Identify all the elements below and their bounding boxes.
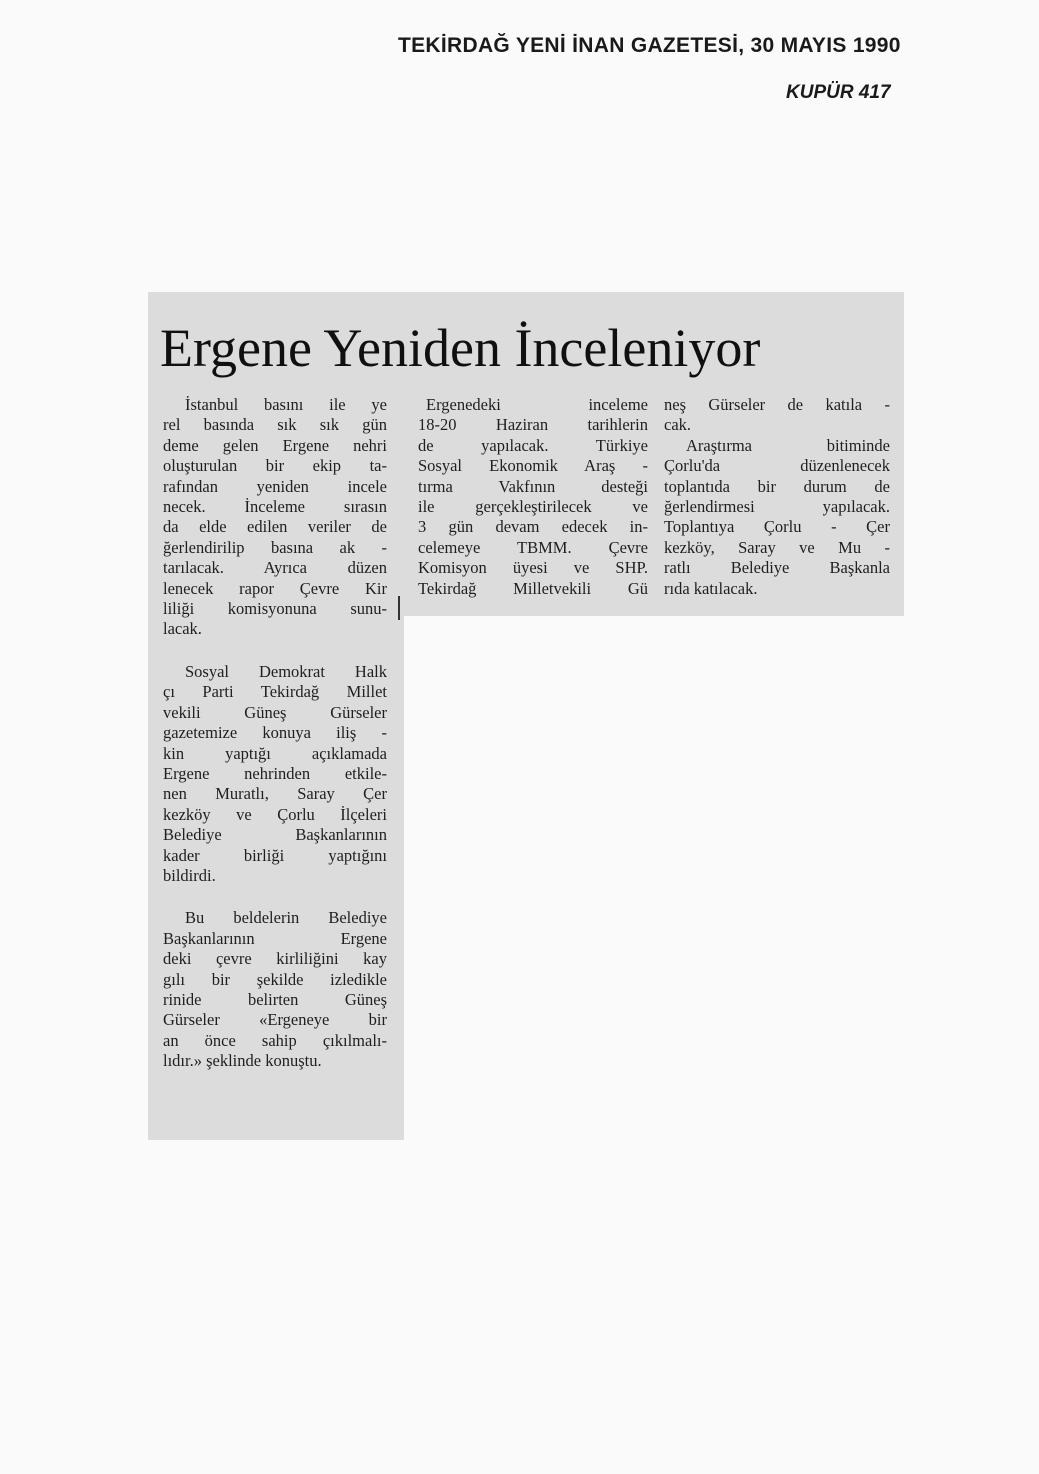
- paragraph-2: [163, 662, 387, 886]
- text-line: celemeye TBMM. Çevre: [418, 537, 648, 557]
- text-line: Tekirdağ Milletvekili Gü: [418, 578, 648, 598]
- newspaper-source-date: TEKİRDAĞ YENİ İNAN GAZETESİ, 30 MAYIS 1990: [398, 34, 901, 57]
- text-line: rafından yeniden incele: [163, 476, 387, 496]
- text-line: Sosyal Demokrat Halk: [185, 661, 387, 681]
- text-line: Çorlu'da düzenlenecek: [664, 456, 890, 476]
- text-line: Ergenedeki inceleme: [426, 395, 648, 414]
- text-line: necek. İnceleme sırasın: [163, 497, 387, 517]
- text-line: deki çevre kirliliğini kay: [163, 949, 387, 969]
- text-line: 3 gün devam edecek in-: [418, 517, 648, 537]
- article-column-1: [163, 395, 387, 1072]
- text-line: liliği komisyonuna sunu-: [163, 599, 387, 619]
- text-line: ile gerçekleştirilecek ve: [418, 497, 648, 517]
- text-line: tarılacak. Ayrıca düzen: [163, 558, 387, 578]
- clipping-number: KUPÜR 417: [786, 82, 891, 103]
- article-column-2: [418, 395, 648, 599]
- text-line: vekili Güneş Gürseler: [163, 702, 387, 722]
- text-line: Komisyon üyesi ve SHP.: [418, 558, 648, 578]
- article-headline: Ergene Yeniden İnceleniyor: [160, 318, 761, 378]
- text-line: lenecek rapor Çevre Kir: [163, 578, 387, 598]
- text-line: Başkanlarının Ergene: [163, 928, 387, 948]
- text-line: ğerlendirmesi yapılacak.: [664, 497, 890, 517]
- text-line: Toplantıya Çorlu - Çer: [664, 517, 890, 537]
- text-line: Bu beldelerin Belediye: [185, 908, 387, 928]
- text-line: nen Muratlı, Saray Çer: [163, 784, 387, 804]
- text-line: İstanbul basını ile ye: [185, 395, 387, 414]
- paragraph-3: [163, 908, 387, 1071]
- text-line: Gürseler «Ergeneye bir: [163, 1010, 387, 1030]
- column-divider: [398, 596, 400, 620]
- text-line: lıdır.» şeklinde konuştu.: [163, 1051, 322, 1071]
- text-line: kader birliği yaptığını: [163, 845, 387, 865]
- text-line: ğerlendirilip basına ak -: [163, 537, 387, 557]
- text-line: Araştırma bitiminde: [686, 435, 890, 455]
- text-line: Belediye Başkanlarının: [163, 825, 387, 845]
- text-line: Sosyal Ekonomik Araş -: [418, 456, 648, 476]
- text-line: gazetemize konuya iliş -: [163, 723, 387, 743]
- text-line: lacak.: [163, 619, 202, 639]
- text-line: Ergene nehrinden etkile-: [163, 763, 387, 783]
- text-line: oluşturulan bir ekip ta-: [163, 456, 387, 476]
- text-line: bildirdi.: [163, 865, 216, 885]
- text-line: kezköy, Saray ve Mu -: [664, 537, 890, 557]
- text-line: rel basında sık sık gün: [163, 415, 387, 435]
- text-line: rıda katılacak.: [664, 578, 758, 598]
- text-line: tırma Vakfının desteği: [418, 476, 648, 496]
- text-line: 18-20 Haziran tarihlerin: [418, 415, 648, 435]
- text-line: ratlı Belediye Başkanla: [664, 558, 890, 578]
- text-line: an önce sahip çıkılmalı-: [163, 1030, 387, 1050]
- text-line: toplantıda bir durum de: [664, 476, 890, 496]
- text-line: gılı bir şekilde izledikle: [163, 969, 387, 989]
- text-line: kezköy ve Çorlu İlçeleri: [163, 804, 387, 824]
- text-line: cak.: [664, 415, 692, 435]
- article-column-3: [664, 395, 890, 599]
- text-line: kin yaptığı açıklamada: [163, 743, 387, 763]
- text-line: deme gelen Ergene nehri: [163, 435, 387, 455]
- text-line: neş Gürseler de katıla -: [664, 395, 890, 414]
- text-line: de yapılacak. Türkiye: [418, 435, 648, 455]
- text-line: da elde edilen veriler de: [163, 517, 387, 537]
- paragraph-1: [163, 395, 387, 640]
- text-line: rinide belirten Güneş: [163, 989, 387, 1009]
- text-line: çı Parti Tekirdağ Millet: [163, 682, 387, 702]
